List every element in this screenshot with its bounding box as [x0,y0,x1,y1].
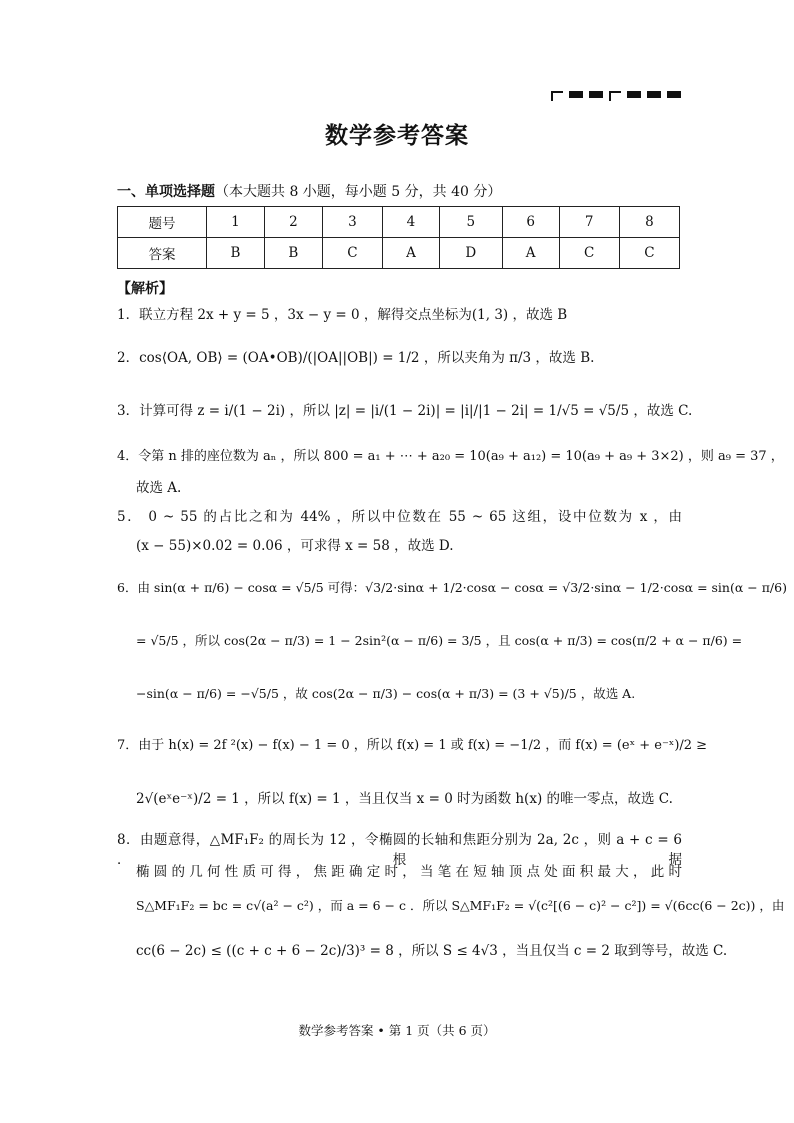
answer-cell: B [207,238,265,269]
analysis-heading: 【解析】 [117,281,173,297]
solution-5-line2: (x − 55)×0.02 = 0.06 ，可求得 x = 58 ，故选 D. [136,538,454,554]
question-number: 7 [559,207,619,238]
answer-cell: B [264,238,322,269]
answer-table [117,206,680,269]
solution-6-line1: 6．由 sin(α + π/6) − cosα = √5/5 可得：√3/2·sinα + 1/2·cosα − cosα = √3/2·sinα − 1/2·cosα = sin(α − π/6) [117,580,787,595]
page-title: 数学参考答案 [325,123,469,149]
table-row [118,207,680,238]
solution-4-line2: 故选 A. [136,480,182,496]
section-title: 一、单项选择题 [117,184,215,200]
corner-mark-icon [551,91,563,101]
answer-cell: D [439,238,502,269]
corner-registration-marks [551,91,681,101]
question-number: 8 [619,207,679,238]
solution-8-line3: S△MF₁F₂ = bc = c√(a² − c²) ，而 a = 6 − c ．所以 S△MF₁F₂ = √(c²[(6 − c)² − c²]) = √(6cc(6 − 2c)) ，由 [136,898,785,913]
question-number: 1 [207,207,265,238]
answer-cell: C [619,238,679,269]
block-mark-icon [569,91,583,98]
section-heading [117,181,501,201]
section-note: （本大题共 8 小题，每小题 5 分，共 40 分） [215,184,502,200]
solution-7-line1: 7．由于 h(x) = 2f ²(x) − f(x) − 1 = 0 ，所以 f(x) = 1 或 f(x) = −1/2 ，而 f(x) = (eˣ + e⁻ˣ)/2 ≥ [117,738,708,753]
block-mark-icon [667,91,681,98]
block-mark-icon [627,91,641,98]
solution-4-line1: 4．令第 n 排的座位数为 aₙ ，所以 800 = a₁ + ⋯ + a₂₀ = 10(a₉ + a₁₂) = 10(a₉ + a₉ + 3×2) ，则 a₉ = 37 ， [117,449,784,464]
question-number: 6 [502,207,559,238]
row-label-answer: 答案 [118,238,207,269]
answer-cell: A [382,238,439,269]
row-label-number: 题号 [118,207,207,238]
solution-8-line4: cc(6 − 2c) ≤ ((c + c + 6 − 2c)/3)³ = 8 ，所以 S ≤ 4√3 ，当且仅当 c = 2 取到等号，故选 C. [136,943,728,959]
solution-3: 3．计算可得 z = i/(1 − 2i) ，所以 |z| = |i/(1 − 2i)| = |i|/|1 − 2i| = 1/√5 = √5/5 ，故选 C. [117,403,693,419]
table-row [118,238,680,269]
corner-mark-icon [609,91,621,101]
solution-8-line2: 椭圆的几何性质可得，焦距确定时，当笔在短轴顶点处面积最大，此时 [136,864,682,880]
solution-1: 1．联立方程 2x + y = 5 ，3x − y = 0 ，解得交点坐标为(1, 3) ，故选 B [117,307,568,323]
answer-cell: C [322,238,382,269]
question-number: 3 [322,207,382,238]
answer-cell: C [559,238,619,269]
solution-2: 2．cos⟨OA, OB⟩ = (OA•OB)/(|OA||OB|) = 1/2 ，所以夹角为 π/3 ，故选 B. [117,350,595,366]
block-mark-icon [589,91,603,98]
solution-8-line1: 8．由题意得，△MF₁F₂ 的周长为 12 ，令椭圆的长轴和焦距分别为 2a, 2c ，则 a + c = 6 ．根据 [117,832,682,868]
question-number: 5 [439,207,502,238]
solution-5-line1: 5． 0 ~ 55 的占比之和为 44% ，所以中位数在 55 ~ 65 这组，设中位数为 x ，由 [117,509,682,525]
question-number: 2 [264,207,322,238]
page-footer: 数学参考答案 • 第 1 页（共 6 页） [298,1023,496,1038]
block-mark-icon [647,91,661,98]
solution-6-line3: −sin(α − π/6) = −√5/5 ，故 cos(2α − π/3) − cos(α + π/3) = (3 + √5)/5 ，故选 A. [136,686,636,701]
solution-7-line2: 2√(eˣe⁻ˣ)/2 = 1 ，所以 f(x) = 1 ，当且仅当 x = 0 时为函数 h(x) 的唯一零点，故选 C. [136,791,673,807]
question-number: 4 [382,207,439,238]
answer-cell: A [502,238,559,269]
solution-6-line2: = √5/5 ，所以 cos(2α − π/3) = 1 − 2sin²(α − π/6) = 3/5 ，且 cos(α + π/3) = cos(π/2 + α − π/6) = [136,633,743,648]
